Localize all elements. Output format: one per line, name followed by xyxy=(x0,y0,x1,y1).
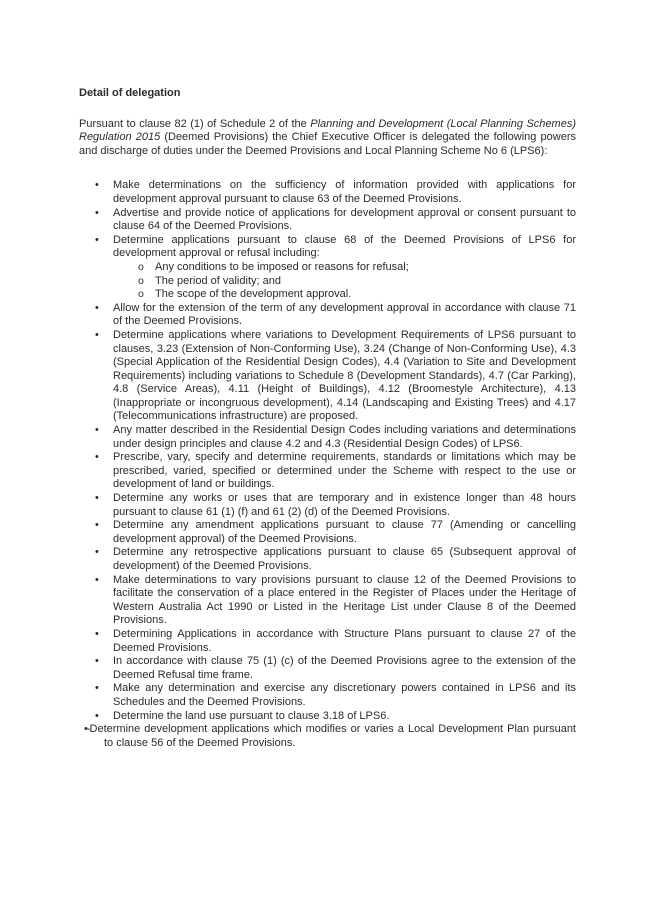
sub-list-item-text: The scope of the development approval. xyxy=(155,288,352,301)
bullet-icon: • xyxy=(95,627,99,640)
bullet-icon: • xyxy=(95,655,99,668)
list-item-row xyxy=(79,546,576,573)
intro-text-before: Pursuant to clause 82 (1) of Schedule 2 of the xyxy=(79,117,311,130)
bullet-icon: • xyxy=(95,451,99,464)
list-item-row xyxy=(79,492,576,519)
list-item xyxy=(79,628,576,655)
list-item-text: In accordance with clause 75 (1) (c) of the Deemed Provisions agree to the extension of the Deemed Refusal time frame. xyxy=(113,655,576,681)
list-item xyxy=(79,179,576,206)
delegation-list xyxy=(79,179,576,750)
list-item xyxy=(79,546,576,573)
circle-bullet-icon: o xyxy=(138,288,144,301)
list-item-text: Determine development applications which modifies or varies a Local Development Plan pursuant to clause 56 of the Deemed Provisions. xyxy=(89,723,576,749)
list-item-text: Make any determination and exercise any discretionary powers contained in LPS6 and its Schedules and the Deemed Provisions. xyxy=(113,682,576,708)
list-item-row xyxy=(79,302,576,329)
sub-list-item xyxy=(79,261,576,275)
list-item xyxy=(79,682,576,709)
intro-text-after: (Deemed Provisions) the Chief Executive Officer is delegated the following powers and discharge of duties under the Deemed Provisions and Local Planning Scheme No 6 (LPS6): xyxy=(79,131,576,157)
list-item-text: Advertise and provide notice of applications for development approval or consent pursuant to clause 64 of the Deemed Provisions. xyxy=(113,206,576,233)
sub-list-item-text: Any conditions to be imposed or reasons for refusal; xyxy=(155,260,409,273)
list-item-text: Make determinations on the sufficiency of information provided with applications for development approval pursuant to clause 63 of the Deemed Provisions. xyxy=(113,179,576,205)
list-item xyxy=(79,451,576,492)
bullet-icon: • xyxy=(95,682,99,695)
list-item-text: Determine the land use pursuant to clause 3.18 of LPS6. xyxy=(113,709,390,722)
list-item-text: Determine any retrospective applications pursuant to clause 65 (Subsequent approval of development) of the Deemed Provisions. xyxy=(113,546,576,572)
sub-list-item xyxy=(79,275,576,289)
bullet-icon: • xyxy=(95,179,99,192)
circle-bullet-icon: o xyxy=(138,274,144,287)
list-item xyxy=(79,492,576,519)
intro-paragraph xyxy=(79,118,576,159)
list-item-text: Determine applications pursuant to clause 68 of the Deemed Provisions of LPS6 for development approval or refusal including: xyxy=(113,233,576,260)
list-item-row xyxy=(79,234,576,261)
bullet-icon: • xyxy=(95,233,99,246)
list-item-text: Determining Applications in accordance with Structure Plans pursuant to clause 27 of the Deemed Provisions. xyxy=(113,627,576,654)
list-item-row xyxy=(79,628,576,655)
bullet-icon: • xyxy=(95,206,99,219)
list-item-row xyxy=(79,710,576,724)
list-item-text: Allow for the extension of the term of any development approval in accordance with clause 71 of the Deemed Provisions. xyxy=(113,301,576,328)
list-item-text: Any matter described in the Residential Design Codes including variations and determinations under design principles and clause 4.2 and 4.3 (Residential Design Codes) of LPS6. xyxy=(113,424,576,450)
bullet-icon: •- xyxy=(84,723,90,736)
circle-bullet-icon: o xyxy=(138,260,144,273)
list-item-text: Determine any works or uses that are temporary and in existence longer than 48 hours pursuant to clause 61 (1) (f) and 61 (2) (d) of the Deemed Provisions. xyxy=(113,492,576,518)
list-item-row xyxy=(79,207,576,234)
list-item xyxy=(79,234,576,302)
sub-list xyxy=(79,261,576,302)
bullet-icon: • xyxy=(95,424,99,437)
bullet-icon: • xyxy=(95,301,99,314)
list-item-row xyxy=(79,519,576,546)
list-item-row xyxy=(79,179,576,206)
list-item-text: Determine applications where variations to Development Requirements of LPS6 pursuant to clauses, 3.23 (Extension of Non-Conforming Use), 3.24 (Change of Non-Conforming Use), 4.3 (Special Application of the Residential Design Codes), 4.4 (Variation to Site and Development Requirements) including variations to Schedule 8 (Development Standards), 4.7 (Car Parking), 4.8 (Service Areas), 4.11 (Height of Buildings), 4.12 (Broomestyle Architecture), 4.13 (Inappropriate or incongruous development), 4.14 (Landscaping and Existing Trees) and 4.17 (Telecommunications infrastructure) are proposed. xyxy=(113,328,576,423)
list-item xyxy=(79,329,576,424)
bullet-icon: • xyxy=(95,709,99,722)
list-item xyxy=(84,723,576,750)
list-item-text: Prescribe, vary, specify and determine requirements, standards or limitations which may be prescribed, varied, specified or determined under the Scheme with respect to the use or development of land or buildings. xyxy=(113,451,576,491)
list-item-text: Make determinations to vary provisions pursuant to clause 12 of the Deemed Provisions to facilitate the conservation of a place entered in the Register of Places under the Heritage of Western Australia Act 1990 or Listed in the Heritage List under Clause 8 of the Deemed Provisions. xyxy=(113,573,576,627)
bullet-icon: • xyxy=(95,328,99,341)
list-item xyxy=(79,424,576,451)
sub-list-item xyxy=(79,288,576,302)
list-item xyxy=(79,655,576,682)
bullet-icon: • xyxy=(95,546,99,559)
page-title: Detail of delegation xyxy=(79,87,181,99)
intro-regulation-title: Planning and Development (Local Planning Schemes) Regulation 2015 xyxy=(79,117,576,144)
list-item xyxy=(79,574,576,628)
list-item-row xyxy=(79,682,576,709)
list-item-row xyxy=(79,329,576,424)
list-item xyxy=(79,519,576,546)
bullet-icon: • xyxy=(95,492,99,505)
list-item xyxy=(79,302,576,329)
bullet-icon: • xyxy=(95,519,99,532)
list-item xyxy=(79,207,576,234)
sub-list-item-text: The period of validity; and xyxy=(155,274,281,287)
bullet-icon: • xyxy=(95,573,99,586)
list-item xyxy=(79,710,576,724)
page-content xyxy=(79,87,576,750)
list-item-row xyxy=(79,655,576,682)
list-item-row xyxy=(79,424,576,451)
list-item-text: Determine any amendment applications pursuant to clause 77 (Amending or cancelling development approval) of the Deemed Provisions. xyxy=(113,519,576,545)
list-item-row xyxy=(79,574,576,628)
list-item-row xyxy=(79,451,576,492)
